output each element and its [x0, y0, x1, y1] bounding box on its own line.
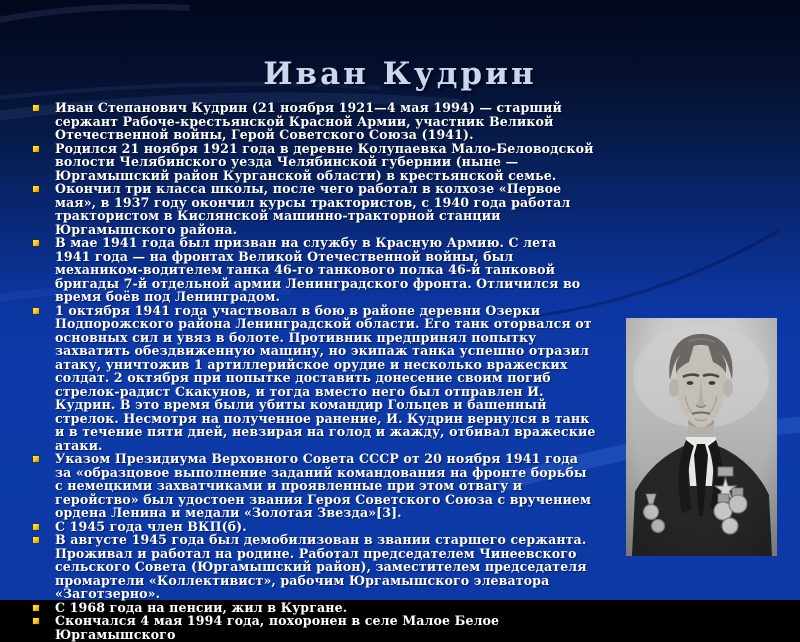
bullet-text: Скончался 4 мая 1994 года, похоронен в селе Малое Белое Юргамышского — [55, 613, 500, 642]
bullet-item — [30, 236, 596, 304]
bullet-list — [30, 101, 596, 641]
bullet-item — [30, 533, 596, 601]
bullet-text: Указом Президиума Верховного Совета СССР от 20 ноября 1941 года за «образцовое выполнение заданий командования на фронте борьбы с немецкими захватчиками и проявленные при этом отвагу и геройство» был удостоен звания Героя Советского Союза с вручением ордена Ленина и медали «Золотая Звезда»[3]. — [55, 451, 592, 520]
bullet-text: В мае 1941 года был призван на службу в Красную Армию. С лета 1941 года — на фронтах Великой Отечественной войны, был механиком-водителем танка 46-го танкового полка 46-й танковой бригады 7-й отдельной армии Ленинградского фронта. Отличился во время боёв под Ленинградом. — [55, 235, 581, 304]
bullet-square-icon — [33, 456, 39, 462]
bullet-square-icon — [33, 105, 39, 111]
bullet-text: 1 октября 1941 года участвовал в бою в районе деревни Озерки Подпорожского района Ленинградской области. Его танк оторвался от основных сил и увяз в болоте. Противник предпринял попытку захватить обездвиженную машину, но экипаж танка успешно отразил атаку, уничтожив 1 артиллерийское орудие и несколько вражеских солдат. 2 октября при попытке доставить донесение своим погиб стрелок-радист Скакунов, и тогда вместо него был отправлен И. Кудрин. В это время были убиты командир Гольцев и башенный стрелок. Несмотря на полученное ранение, И. Кудрин вернулся в танк и в течение пяти дней, невзирая на голод и жажду, отбивал вражеские атаки. — [55, 302, 596, 453]
bullet-text: Родился 21 ноября 1921 года в деревне Колупаевка Мало-Беловодской волости Челябинского уезда Челябинской губернии (ныне — Юргамышский район Курганской области) в крестьянской семье. — [55, 140, 594, 183]
bullet-square-icon — [33, 186, 39, 192]
bullet-square-icon — [33, 146, 39, 152]
portrait-illustration — [626, 318, 777, 556]
bullet-item — [30, 601, 596, 615]
portrait-photo — [626, 318, 777, 556]
bullet-square-icon — [33, 605, 39, 611]
bullet-item — [30, 452, 596, 520]
slide-title: Иван Кудрин — [263, 56, 537, 92]
bullet-square-icon — [33, 618, 39, 624]
bullet-square-icon — [33, 308, 39, 314]
bullet-item — [30, 520, 596, 534]
bullet-text: Окончил три класса школы, после чего работал в колхозе «Первое мая», в 1937 году окончил курсы трактористов, с 1940 года работал трактористом в Кислянской машинно-тракторной станции Юргамышского района. — [55, 181, 571, 237]
bullet-item — [30, 142, 596, 183]
bullet-text: С 1968 года на пенсии, жил в Кургане. — [55, 599, 348, 615]
bullet-item — [30, 101, 596, 142]
bullet-text: Иван Степанович Кудрин (21 ноября 1921—4 мая 1994) — старший сержант Рабоче-крестьянской Красной Армии, участник Великой Отечественной войны, Герой Советского Союза (1941). — [55, 100, 562, 142]
bullet-item — [30, 614, 596, 641]
bullet-square-icon — [33, 537, 39, 543]
bullet-text: С 1945 года член ВКП(б). — [55, 518, 247, 534]
bullet-square-icon — [33, 240, 39, 246]
bullet-text: В августе 1945 года был демобилизован в звании старшего сержанта. Проживал и работал на родине. Работал председателем Чинеевского сельского Совета (Юргамышский район), заместителем председателя промартели «Коллективист», рабочим Юргамышского элеватора «Заготзерно». — [55, 532, 587, 601]
bullet-square-icon — [33, 524, 39, 530]
bullet-item — [30, 182, 596, 236]
bullet-item — [30, 304, 596, 453]
